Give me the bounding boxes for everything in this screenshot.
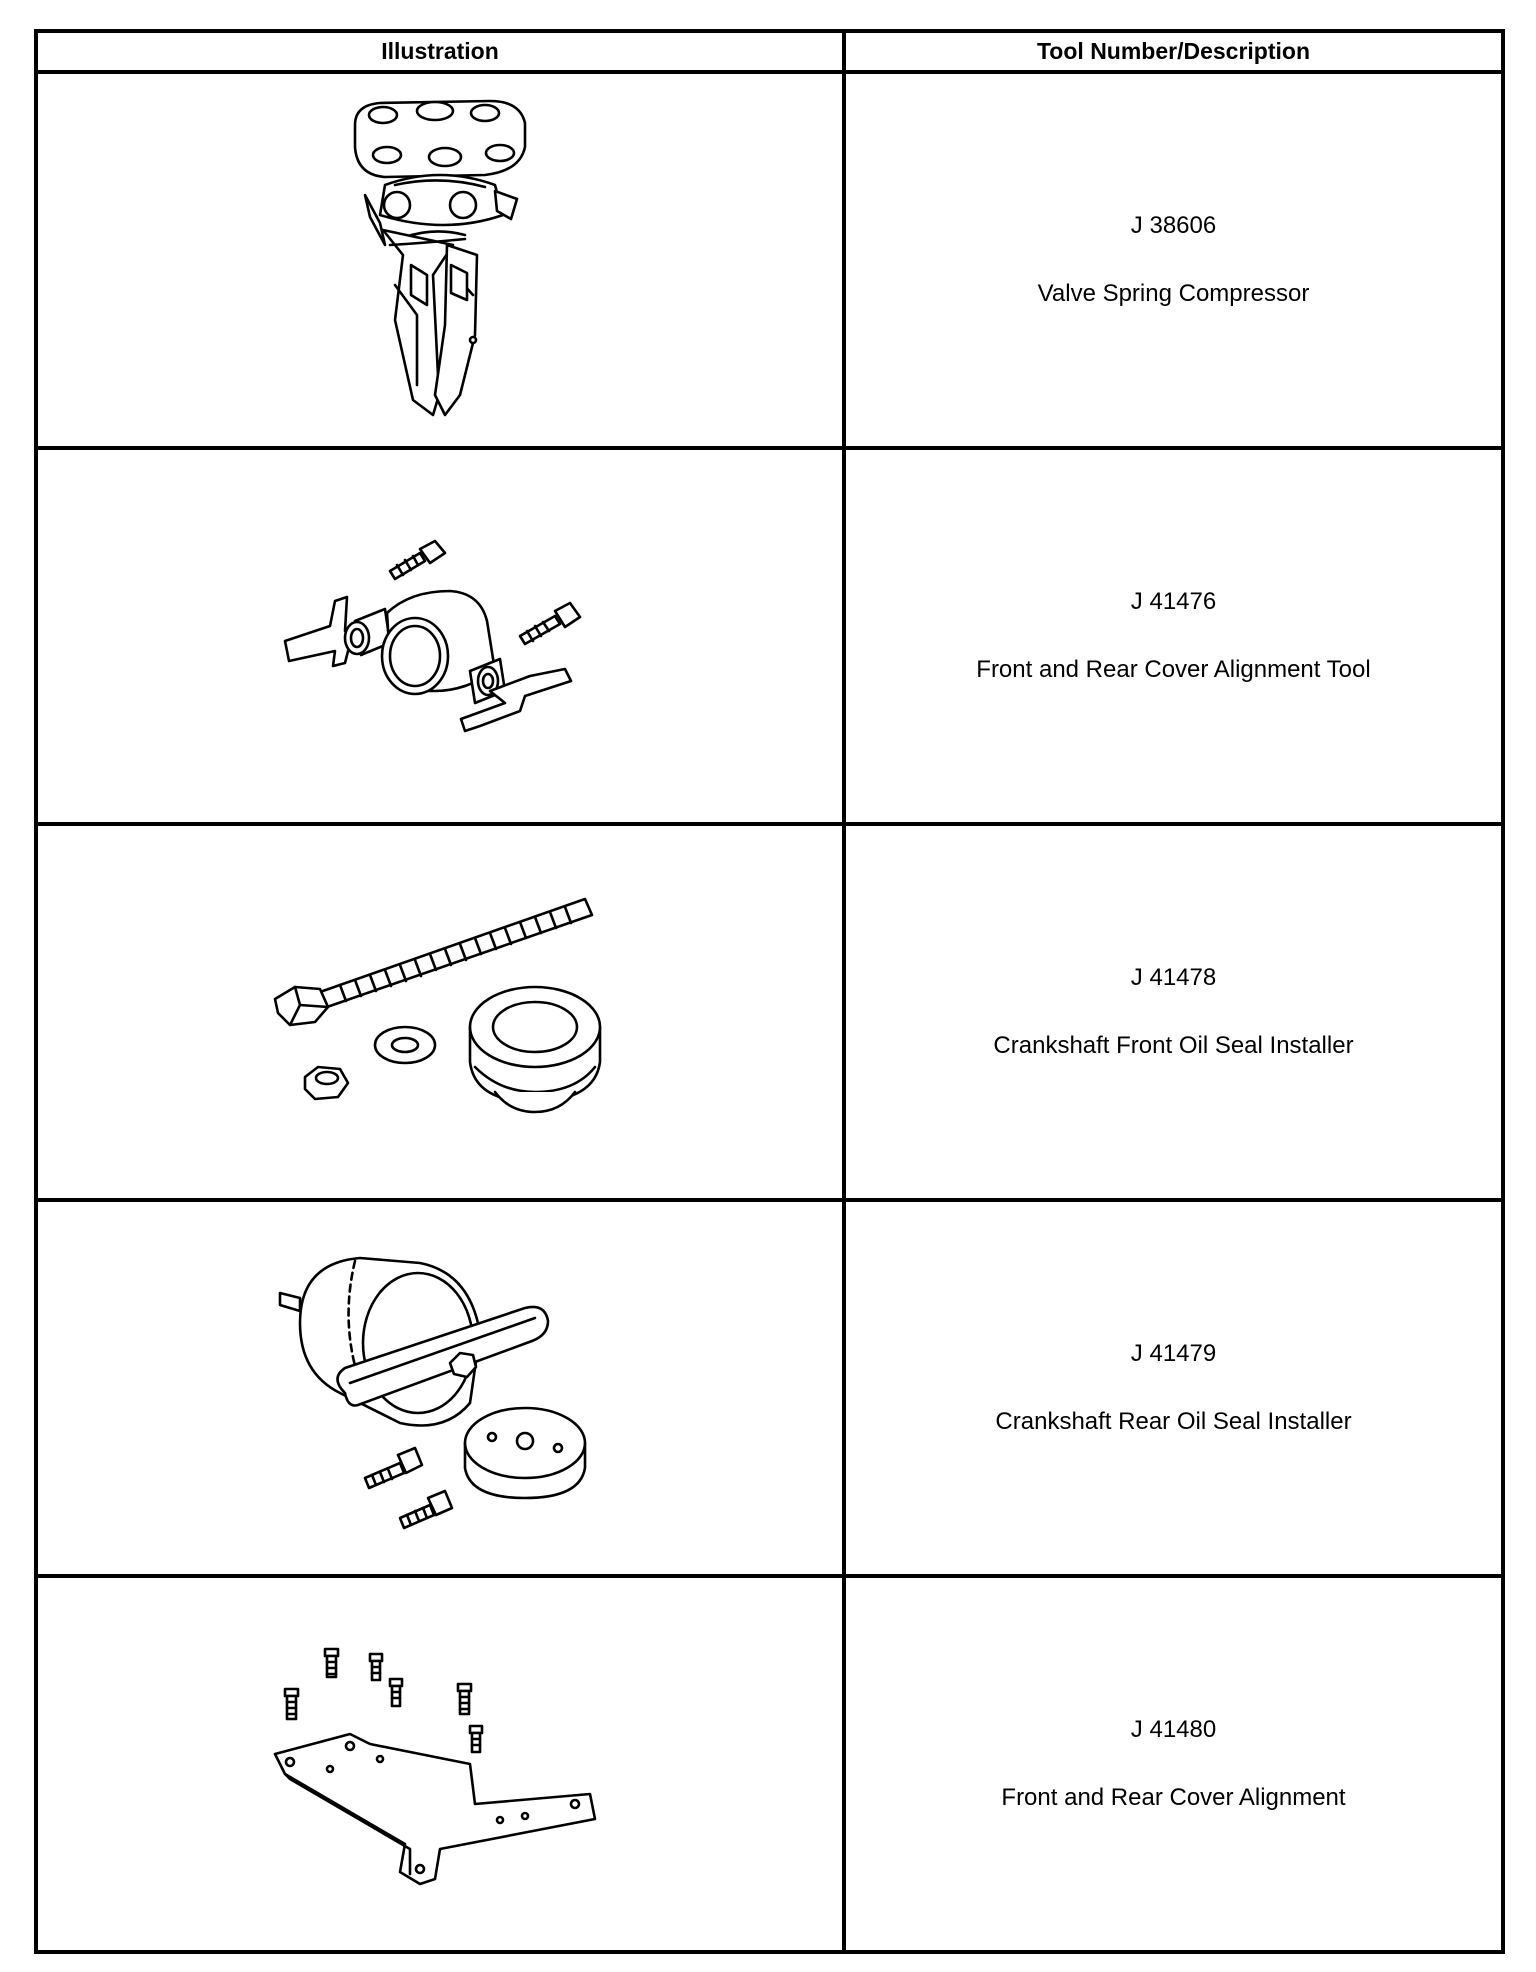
table-header-row bbox=[36, 31, 1503, 72]
cover-alignment-plate-icon bbox=[270, 1634, 610, 1894]
tool-table bbox=[34, 29, 1505, 1954]
valve-spring-compressor-icon bbox=[335, 95, 545, 425]
description-cell bbox=[844, 824, 1503, 1200]
tool-number: J 41476 bbox=[1130, 588, 1217, 615]
description-cell bbox=[844, 72, 1503, 448]
tool-number: J 38606 bbox=[1130, 212, 1217, 239]
description-cell bbox=[844, 448, 1503, 824]
tool-description: Front and Rear Cover Alignment Tool bbox=[976, 656, 1371, 683]
table-row bbox=[36, 824, 1503, 1200]
illustration-cell bbox=[36, 1576, 844, 1952]
tool-description: Front and Rear Cover Alignment bbox=[1001, 1784, 1346, 1811]
tool-number: J 41479 bbox=[1130, 1340, 1217, 1367]
cover-alignment-tool-icon bbox=[275, 531, 605, 741]
illustration-cell bbox=[36, 72, 844, 448]
tool-number: J 41478 bbox=[1130, 964, 1217, 991]
table-row bbox=[36, 448, 1503, 824]
tool-number: J 41480 bbox=[1130, 1716, 1217, 1743]
table-row bbox=[36, 1576, 1503, 1952]
tool-description: Valve Spring Compressor bbox=[1037, 280, 1310, 307]
illustration-cell bbox=[36, 1200, 844, 1576]
illustration-header: Illustration bbox=[36, 31, 844, 72]
illustration-cell bbox=[36, 448, 844, 824]
table-row bbox=[36, 72, 1503, 448]
tool-description: Crankshaft Front Oil Seal Installer bbox=[993, 1032, 1354, 1059]
rear-oil-seal-installer-icon bbox=[270, 1243, 610, 1533]
description-cell bbox=[844, 1200, 1503, 1576]
tool-header: Tool Number/Description bbox=[844, 31, 1503, 72]
description-cell bbox=[844, 1576, 1503, 1952]
table-row bbox=[36, 1200, 1503, 1576]
illustration-cell bbox=[36, 824, 844, 1200]
front-oil-seal-installer-icon bbox=[270, 887, 610, 1137]
tool-description: Crankshaft Rear Oil Seal Installer bbox=[995, 1408, 1352, 1435]
